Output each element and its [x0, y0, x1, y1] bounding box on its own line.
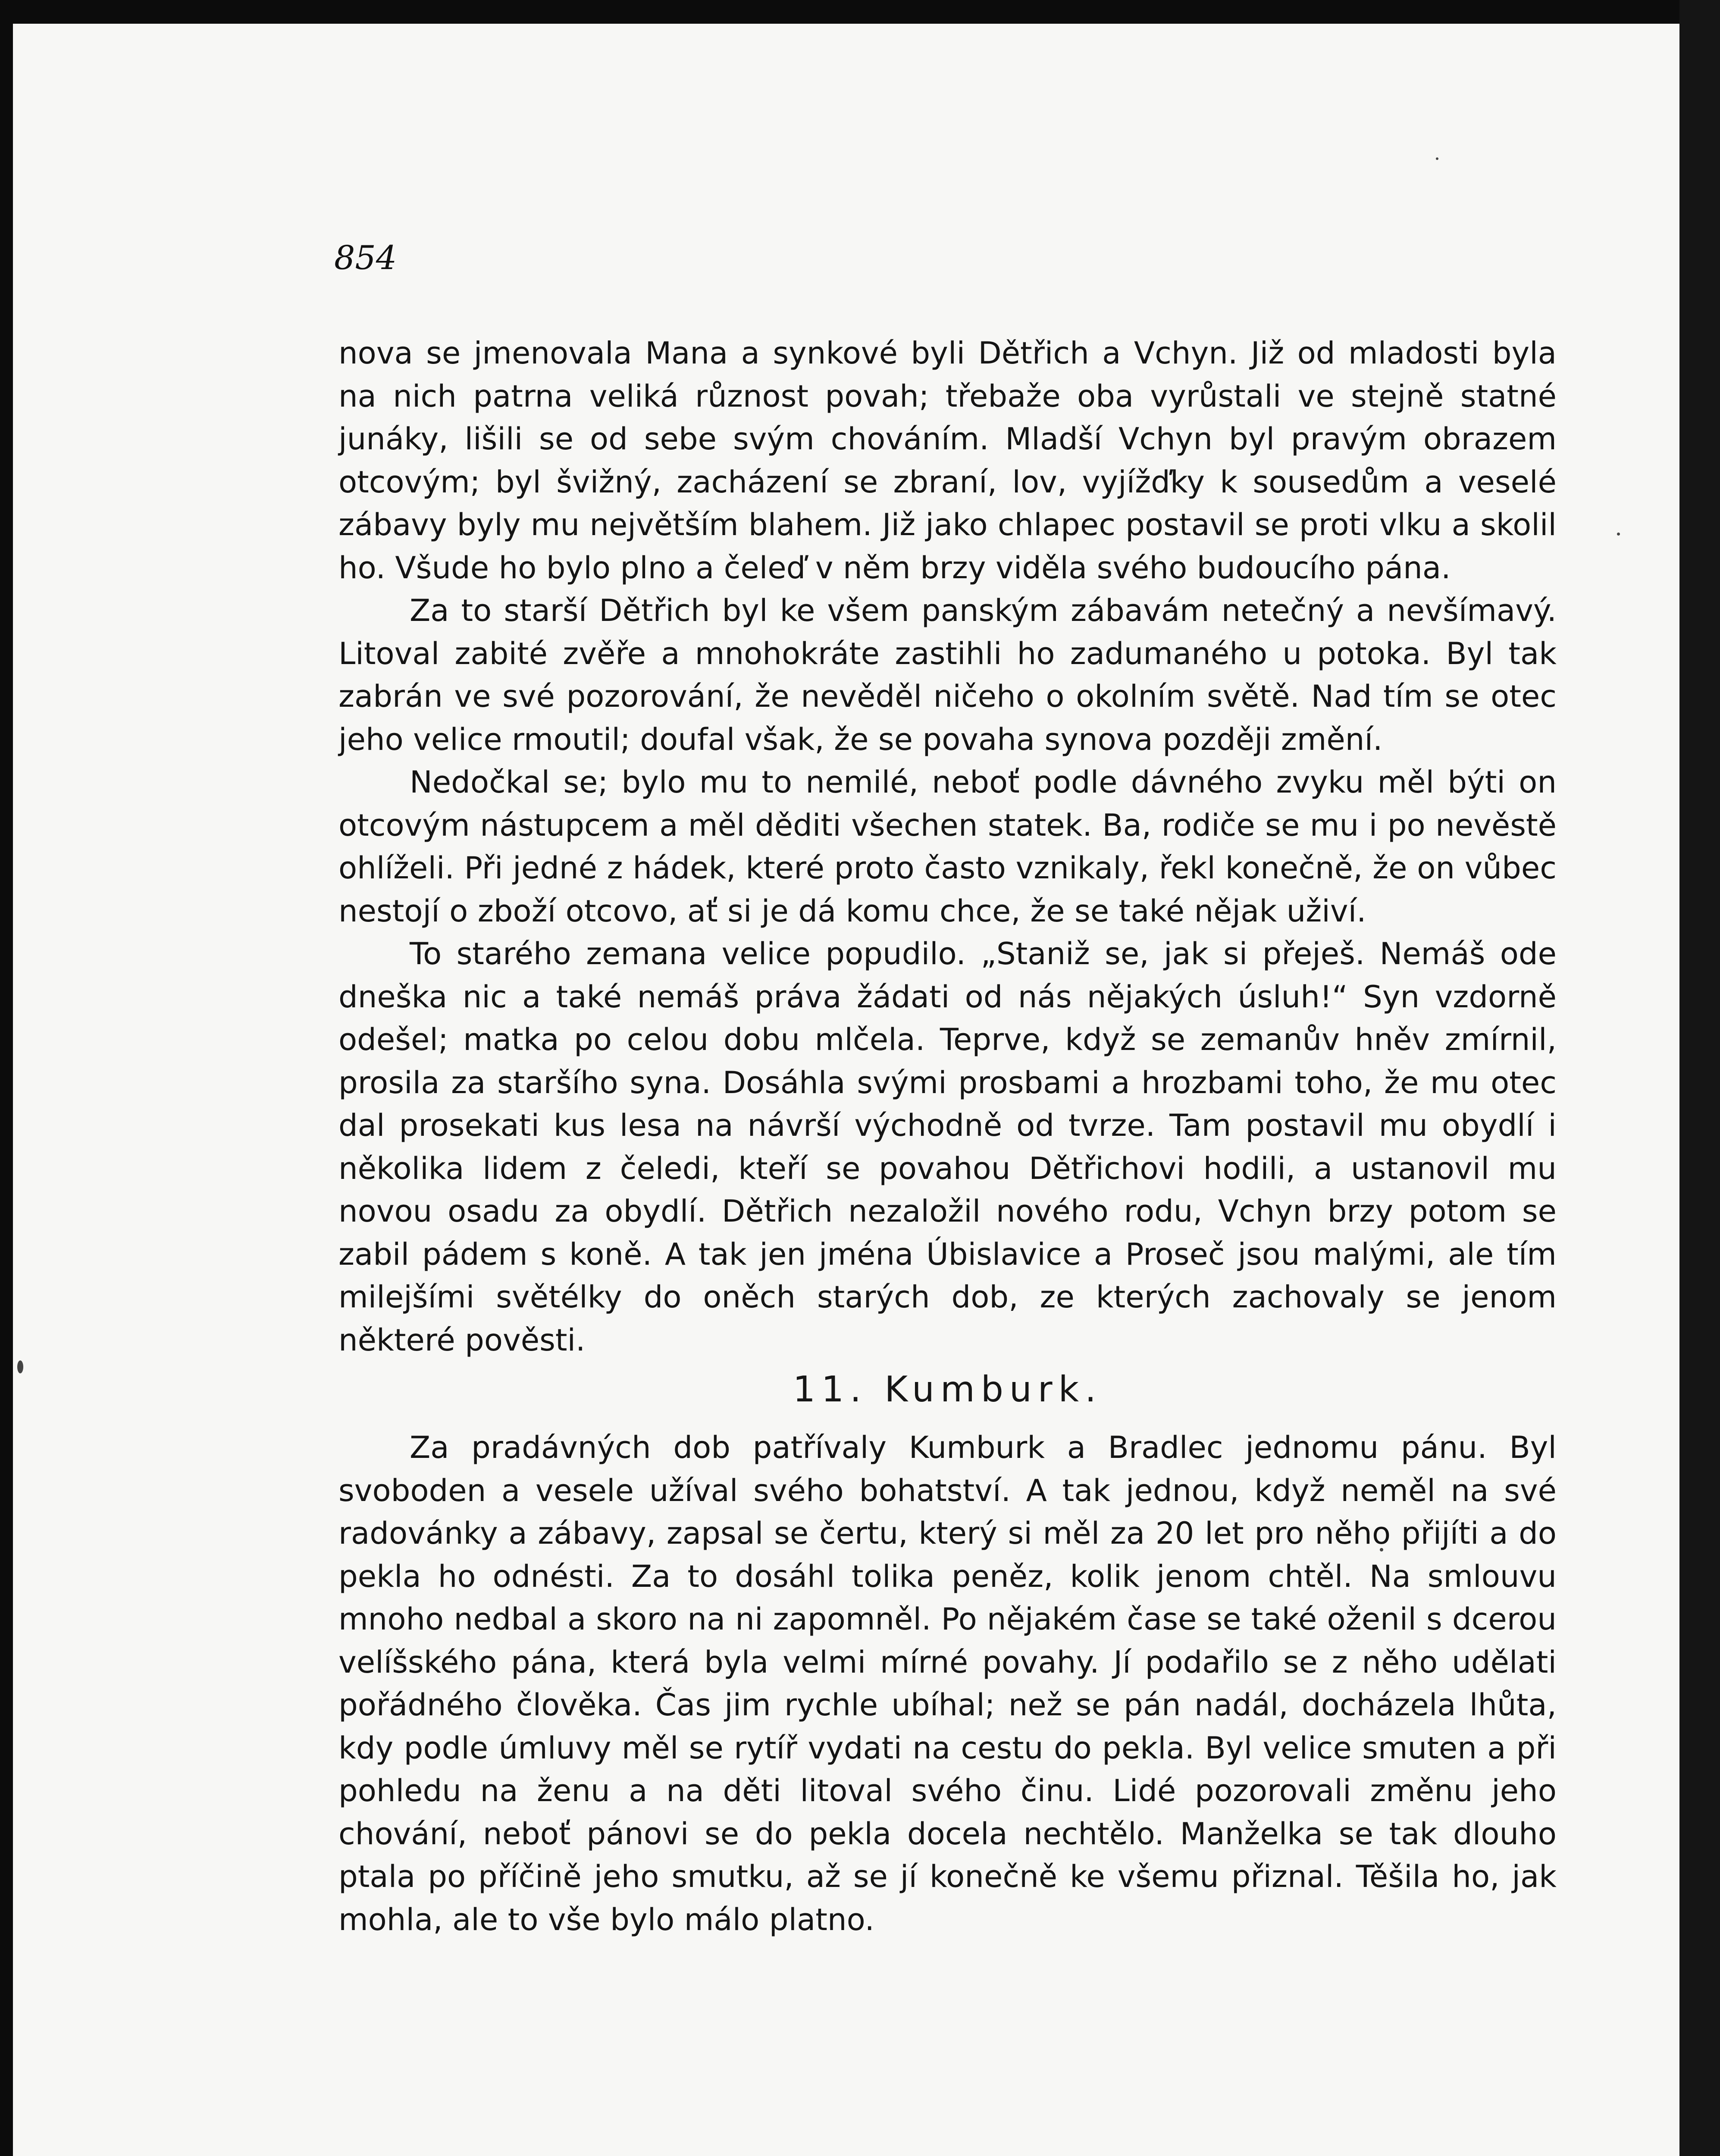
scan-edge: [1679, 0, 1720, 2156]
scan-speck: [17, 1360, 23, 1373]
paragraph: To starého zemana velice popudilo. „Staniž se, jak si přeješ. Nemáš ode dneška nic a také nemáš práva žádati od nás nějakých úsluh!“ Syn vzdorně odešel; matka po celou dobu mlčela. Teprve, když se zemanův hněv zmírnil, prosila za staršího syna. Dosáhla svými prosbami a hrozbami toho, že mu otec dal prosekati kus lesa na návrší východně od tvrze. Tam postavil mu obydlí i několika lidem z čeledi, kteří se povahou Dětřichovi hodili, a ustanovil mu novou osadu za obydlí. Dětřich nezaložil nového rodu, Vchyn brzy potom se zabil pádem s koně. A tak jen jména Úbislavice a Proseč jsou malými, ale tím milejšími světélky do oněch starých dob, ze kterých zachovaly se jenom některé pověsti.: [338, 936, 1557, 1358]
scan-speck: [1436, 157, 1438, 160]
paragraph: Nedočkal se; bylo mu to nemilé, neboť podle dávného zvyku měl býti on otcovým nástupcem a měl děditi všechen statek. Ba, rodiče se mu i po nevěstě ohlíželi. Při jedné z hádek, které proto často vznikaly, řekl konečně, že on vůbec nestojí o zboží otcovo, ať si je dá komu chce, že se také nějak uživí.: [338, 765, 1557, 929]
paragraph: nova se jmenovala Mana a synkové byli Dětřich a Vchyn. Již od mladosti byla na nich patrna veliká různost povah; třebaže oba vyrůstali ve stejně statné junáky, lišili se od sebe svým chováním. Mladší Vchyn byl pravým obrazem otcovým; byl švižný, zacházení se zbraní, lov, vyjížďky k sousedům a veselé zábavy byly mu největším blahem. Již jako chlapec postavil se proti vlku a skolil ho. Všude ho bylo plno a čeleď v něm brzy viděla svého budoucího pána.: [338, 335, 1557, 586]
paragraph: Za pradávných dob patřívaly Kumburk a Bradlec jednomu pánu. Byl svoboden a vesele užíval svého bohatství. A tak jednou, když neměl na své radovánky a zábavy, zapsal se čertu, který si měl za 20 let pro něho přijíti a do pekla ho odnésti. Za to dosáhl tolika peněz, kolik jenom chtěl. Na smlouvu mnoho nedbal a skoro na ni zapomněl. Po nějakém čase se také oženil s dcerou velíšského pána, která byla velmi mírné povahy. Jí podařilo se z něho udělati pořádného člověka. Čas jim rychle ubíhal; než se pán nadál, docházela lhůta, kdy podle úmluvy měl se rytíř vydati na cestu do pekla. Byl velice smuten a při pohledu na ženu a na děti litoval svého činu. Lidé pozorovali změnu jeho chování, neboť pánovi se do pekla docela nechtělo. Manželka se tak dlouho ptala po příčině jeho smutku, až se jí konečně ke všemu přiznal. Těšila ho, jak mohla, ale to vše bylo málo platno.: [338, 1430, 1557, 1937]
page-text: [338, 332, 1557, 1941]
page-number: 854: [334, 238, 397, 277]
paragraph: Za to starší Dětřich byl ke všem panským zábavám netečný a nevšímavý. Litoval zabité zvěře a mnohokráte zastihli ho zadumaného u potoka. Byl tak zabrán ve své pozorování, že nevěděl ničeho o okolním světě. Nad tím se otec jeho velice rmoutil; doufal však, že se povaha synova později změní.: [338, 593, 1557, 757]
scan-speck: [1617, 533, 1620, 536]
section-heading: 11. Kumburk.: [793, 1369, 1103, 1410]
